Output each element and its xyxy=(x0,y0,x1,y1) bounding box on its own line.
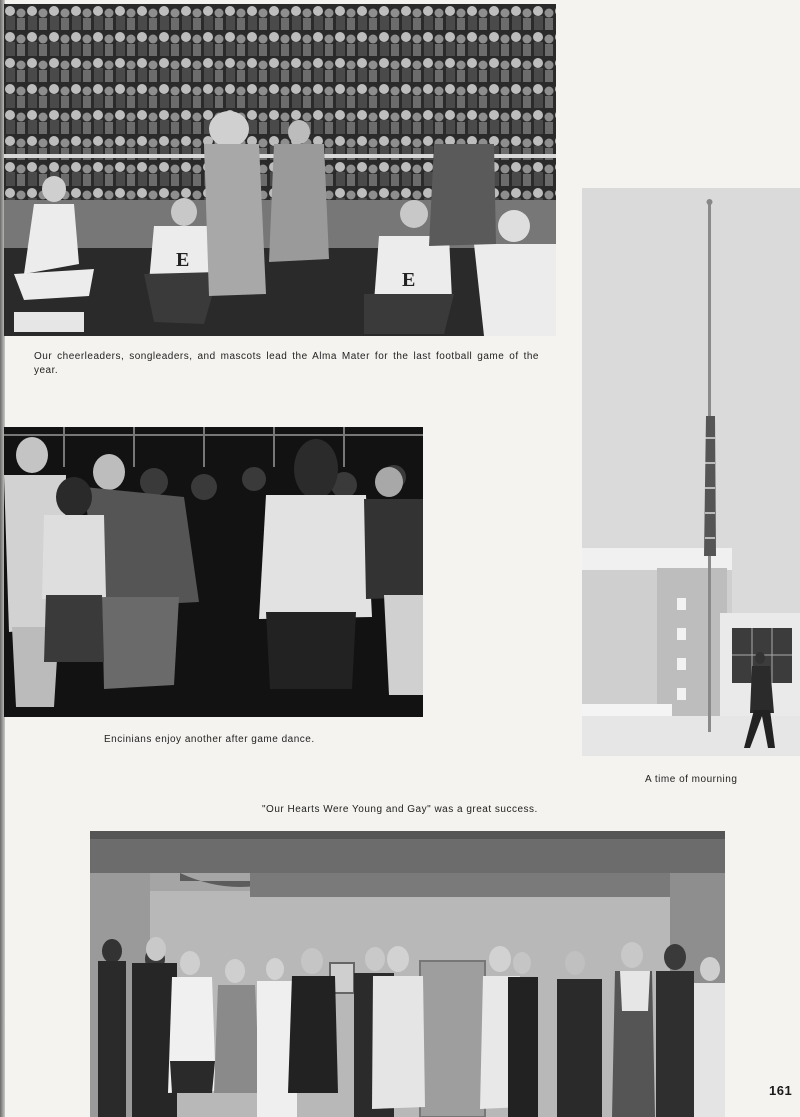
svg-text:E: E xyxy=(176,249,190,271)
cheerleaders-caption: Our cheerleaders, songleaders, and mascots lead the Alma Mater for the last football game of the year. xyxy=(34,351,539,376)
page-number: 161 xyxy=(769,1083,793,1098)
flag-mourning-photo xyxy=(582,188,800,756)
cheerleaders-photo xyxy=(4,4,556,336)
dance-photo xyxy=(4,427,423,717)
play-caption: "Our Hearts Were Young and Gay" was a great success. xyxy=(262,804,538,815)
dance-caption: Encinians enjoy another after game dance. xyxy=(104,734,315,745)
school-play-photo xyxy=(90,831,725,1117)
mourning-caption: A time of mourning xyxy=(645,774,738,785)
svg-text:E: E xyxy=(402,269,416,291)
